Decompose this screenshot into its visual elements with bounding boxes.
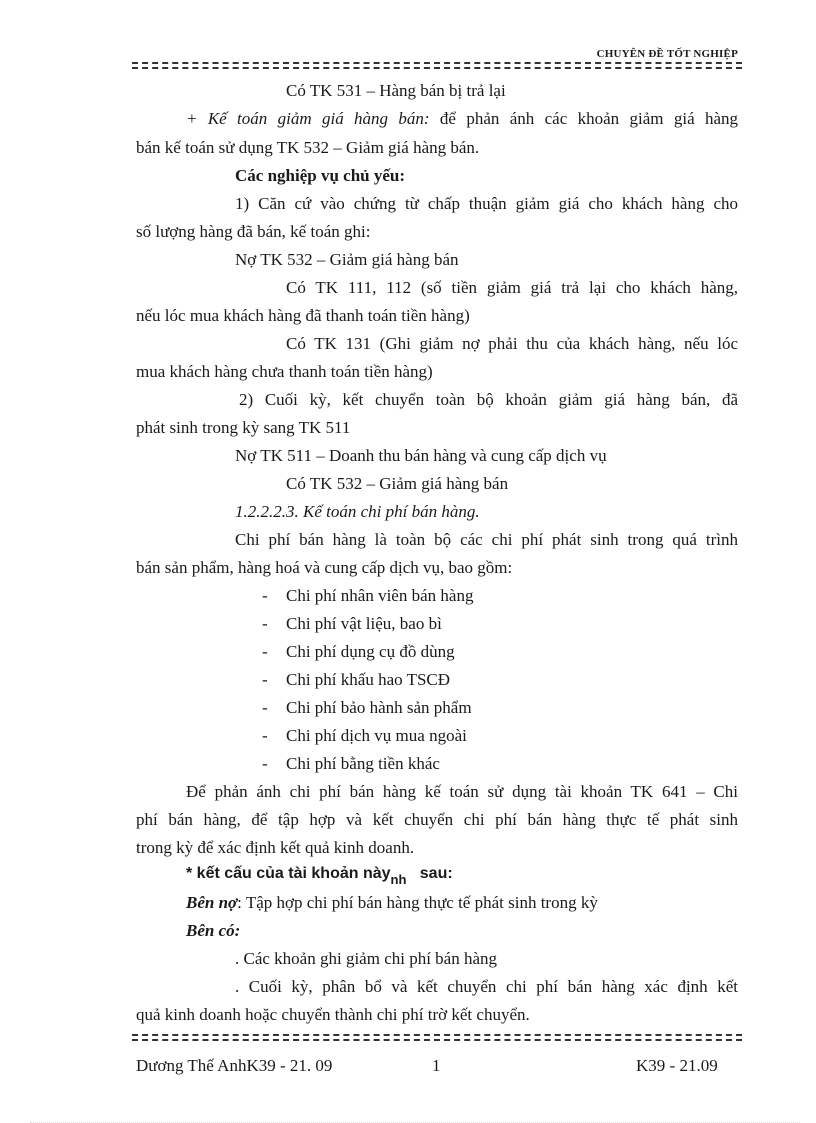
italic-term: + Kế toán giảm giá hàng bán: (186, 109, 430, 128)
text-line: mua khách hàng chưa thanh toán tiền hàng) (136, 362, 433, 381)
list-item: Chi phí vật liệu, bao bì (286, 614, 442, 633)
list-item: Chi phí khấu hao TSCĐ (286, 670, 451, 689)
text-span: sau: (419, 865, 453, 882)
bullet-dash: - (262, 754, 268, 773)
bullet-dash: - (262, 698, 268, 717)
bullet-dash: - (262, 614, 268, 633)
text-span: Chi phí bán hàng là toàn bộ các chi phí phát sinh trong quá trình (235, 530, 738, 549)
subsection-heading: 1.2.2.2.3. Kế toán chi phí bán hàng. (235, 502, 480, 521)
text-line: Có TK 531 – Hàng bán bị trả lại (286, 81, 506, 100)
text-line: . Các khoản ghi giảm chi phí bán hàng (235, 949, 498, 968)
text-line: Nợ TK 532 – Giảm giá hàng bán (235, 250, 459, 269)
header-title: CHUYÊN ĐỀ TỐT NGHIỆP (596, 48, 738, 60)
list-item: Chi phí dịch vụ mua ngoài (286, 726, 467, 745)
structure-heading (186, 864, 453, 887)
text-span: * kết cấu của tài khoản này (186, 865, 391, 882)
text-line: quả kinh doanh hoặc chuyển thành chi phí trờ kết chuyển. (136, 1005, 530, 1024)
text-span: Để phản ánh chi phí bán hàng kế toán sử dụng tài khoản TK 641 – Chi (186, 782, 738, 801)
bullet-dash: - (262, 586, 268, 605)
text-line (136, 530, 738, 550)
text-span: 2) Cuối kỳ, kết chuyển toàn bộ khoản giảm giá hàng bán, đã (239, 390, 738, 409)
text-span: : Tập hợp chi phí bán hàng thực tế phát sinh trong kỳ (237, 893, 598, 912)
list-item: Chi phí dụng cụ đồ dùng (286, 642, 455, 661)
text-line (186, 893, 598, 913)
subscript-text: nh (390, 872, 407, 887)
page-number: 1 (432, 1056, 441, 1075)
text-span: Có TK 111, 112 (số tiền giảm giá trả lại cho khách hàng, (286, 278, 738, 297)
debit-label: Bên nợ (186, 893, 238, 912)
text-line (136, 194, 738, 214)
list-item: Chi phí nhân viên bán hàng (286, 586, 474, 605)
credit-label: Bên có: (186, 921, 241, 940)
text-line (136, 278, 738, 298)
text-line (136, 782, 738, 802)
footer-author: Dương Thế AnhK39 - 21. 09 (136, 1056, 333, 1075)
text-span: phí bán hàng, để tập hợp và kết chuyển chi phí bán hàng thực tế phát sinh (136, 810, 738, 829)
bullet-dash: - (262, 726, 268, 745)
section-heading: Các nghiệp vụ chủ yếu: (235, 166, 406, 185)
text-line (136, 977, 738, 997)
text-span: . Cuối kỳ, phân bổ và kết chuyển chi phí bán hàng xác định kết (235, 977, 738, 996)
footer-divider (132, 1034, 742, 1036)
bullet-dash: - (262, 670, 268, 689)
list-item: Chi phí bảo hành sản phẩm (286, 698, 472, 717)
bullet-dash: - (262, 642, 268, 661)
text-span: để phản ánh các khoản giảm giá hàng (429, 109, 738, 128)
text-line: số lượng hàng đã bán, kế toán ghi: (136, 222, 371, 241)
text-line: phát sinh trong kỳ sang TK 511 (136, 418, 351, 437)
text-line (136, 390, 738, 410)
text-span: Có TK 131 (Ghi giảm nợ phải thu của khách hàng, nếu lóc (286, 334, 738, 353)
text-line: Có TK 532 – Giảm giá hàng bán (286, 474, 509, 493)
header-divider (132, 62, 742, 64)
text-span: 1) Căn cứ vào chứng từ chấp thuận giảm giá cho khách hàng cho (235, 194, 738, 213)
text-line: bán kế toán sử dụng TK 532 – Giảm giá hàng bán. (136, 138, 480, 157)
text-line: nếu lóc mua khách hàng đã thanh toán tiền hàng) (136, 306, 470, 325)
text-line (136, 109, 738, 129)
text-line (136, 810, 738, 830)
text-line (136, 334, 738, 354)
text-line: trong kỳ để xác định kết quả kinh doanh. (136, 838, 415, 857)
text-line: Nợ TK 511 – Doanh thu bán hàng và cung cấp dịch vụ (235, 446, 607, 465)
footer-class-code: K39 - 21.09 (636, 1056, 718, 1075)
text-line: bán sản phẩm, hàng hoá và cung cấp dịch vụ, bao gồm: (136, 558, 513, 577)
list-item: Chi phí bằng tiền khác (286, 754, 440, 773)
